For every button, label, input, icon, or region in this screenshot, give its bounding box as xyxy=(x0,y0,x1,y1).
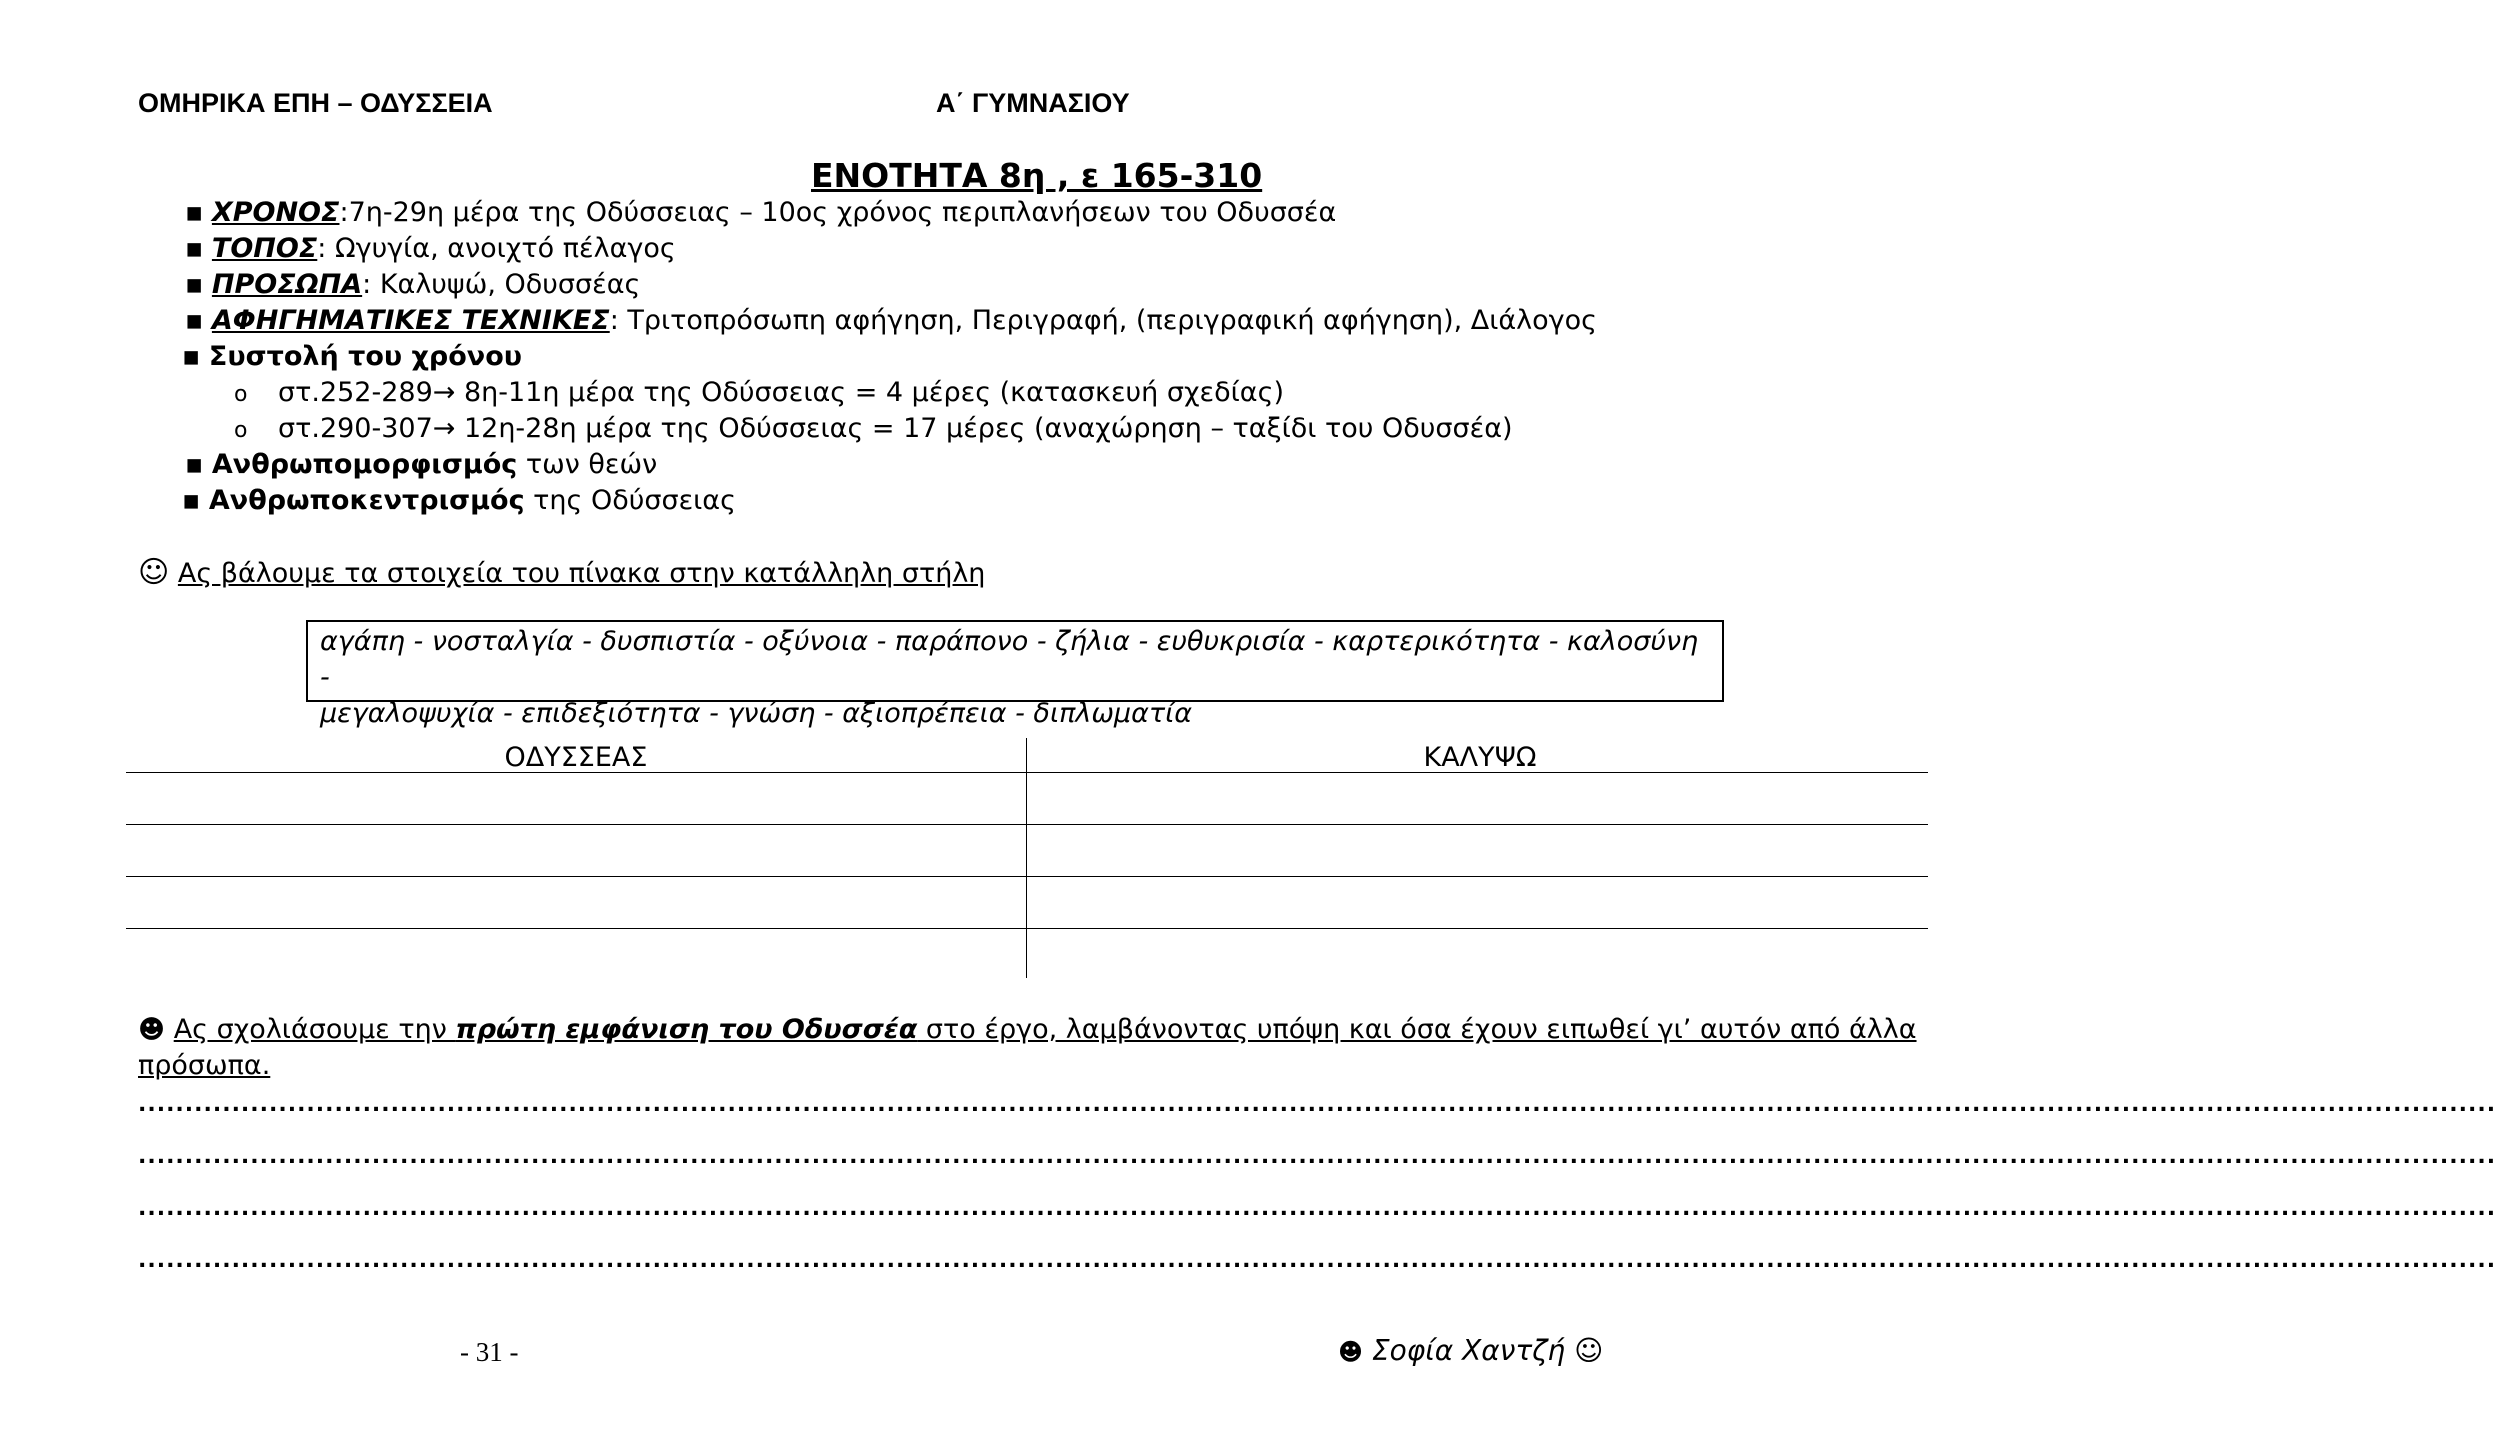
bullet-icon: ▪ xyxy=(185,449,204,480)
bullet-icon: ▪ xyxy=(185,233,204,264)
circle-bullet-icon: o xyxy=(234,382,248,407)
author-name: Σοφία Χαντζή xyxy=(1371,1334,1566,1367)
bullet-icon: ▪ xyxy=(185,269,204,300)
answer-line[interactable]: ............................................................................................................................................................................................................................................................ xyxy=(138,1196,2496,1221)
table-row-line xyxy=(126,772,1928,773)
info-time xyxy=(185,197,1336,228)
word-bank-box xyxy=(306,620,1724,729)
label-techniques: ΑΦΗΓΗΜΑΤΙΚΕΣ ΤΕΧΝΙΚΕΣ xyxy=(211,305,610,336)
value-techniques: : Τριτοπρόσωπη αφήγηση, Περιγραφή, (περιγραφική αφήγηση), Διάλογος xyxy=(609,305,1598,336)
smiley-icon: ☺ xyxy=(1574,1334,1604,1367)
task-sort-instruction xyxy=(138,555,985,590)
task-comment-continuation xyxy=(138,1050,270,1081)
label-time: ΧΡΟΝΟΣ xyxy=(211,197,340,228)
page-number: - 31 - xyxy=(460,1337,519,1367)
anthropomorphism-text: των θεών xyxy=(517,449,658,480)
column-header-odysseus: ΟΔΥΣΣΕΑΣ xyxy=(504,742,648,773)
info-place xyxy=(185,233,676,264)
black-smiley-icon: ☻ xyxy=(1338,1338,1364,1366)
task-sort-text: Ας βάλουμε τα στοιχεία του πίνακα στην κατάλληλη στήλη xyxy=(177,558,986,589)
smiley-icon: ☺ xyxy=(138,555,170,590)
info-persons xyxy=(185,269,640,300)
answer-line[interactable]: ............................................................................................................................................................................................................................................................ xyxy=(138,1092,2496,1117)
value-place: : Ωγυγία, ανοιχτό πέλαγος xyxy=(317,233,676,264)
table-row-line xyxy=(126,876,1928,877)
value-persons: : Καλυψώ, Οδυσσέας xyxy=(362,269,641,300)
task-comment-pre: Ας σχολιάσουμε την xyxy=(173,1014,456,1045)
time-compression-text: στ.252-289→ 8η-11η μέρα της Οδύσσειας = 4 μέρες (κατασκευή σχεδίας) xyxy=(278,377,1284,408)
task-comment-emphasis: πρώτη εμφάνιση του Οδυσσέα xyxy=(455,1014,918,1045)
column-header-calypso: ΚΑΛΥΨΩ xyxy=(1423,742,1537,773)
anthropocentrism-text: της Οδύσσειας xyxy=(524,485,736,516)
time-compression-heading xyxy=(182,341,522,372)
value-time: :7η-29η μέρα της Οδύσσειας – 10ος χρόνος περιπλανήσεων του Οδυσσέα xyxy=(339,197,1337,228)
time-compression-item xyxy=(234,413,1513,444)
footer-author xyxy=(1338,1334,1603,1367)
info-anthropocentrism xyxy=(182,485,736,516)
bullet-icon: ▪ xyxy=(182,485,201,516)
answer-line[interactable]: ............................................................................................................................................................................................................................................................ xyxy=(138,1248,2496,1273)
label-persons: ΠΡΟΣΩΠΑ xyxy=(211,269,363,300)
time-compression-label: Συστολή του χρόνου xyxy=(208,341,522,372)
black-smiley-icon: ☻ xyxy=(138,1015,166,1045)
bullet-icon: ▪ xyxy=(185,197,204,228)
bullet-icon: ▪ xyxy=(185,305,204,336)
answer-line[interactable]: ............................................................................................................................................................................................................................................................ xyxy=(138,1144,2496,1169)
word-bank-line: αγάπη - νοσταλγία - δυσπιστία - οξύνοια - παράπονο - ζήλια - ευθυκρισία - καρτερικότητα - καλοσύνη - xyxy=(320,626,1699,693)
task-comment-instruction xyxy=(138,1014,1917,1045)
task-comment-post: στο έργο, λαμβάνοντας υπόψη και όσα έχουν ειπωθεί γι’ αυτόν από άλλα xyxy=(917,1014,1917,1045)
header-grade: Α΄ ΓΥΜΝΑΣΙΟΥ xyxy=(936,88,1130,118)
label-place: ΤΟΠΟΣ xyxy=(211,233,318,264)
table-row-line xyxy=(126,824,1928,825)
time-compression-text: στ.290-307→ 12η-28η μέρα της Οδύσσειας = 17 μέρες (αναχώρηση – ταξίδι του Οδυσσέα) xyxy=(278,413,1513,444)
info-anthropomorphism xyxy=(185,449,657,480)
header-subject: ΟΜΗΡΙΚΑ ΕΠΗ – ΟΔΥΣΣΕΙΑ xyxy=(138,88,493,118)
word-bank-line: μεγαλοψυχία - επιδεξιότητα - γνώση - αξιοπρέπεια - διπλωματία xyxy=(320,698,1193,729)
page-title: ΕΝΟΤΗΤΑ 8η , ε 165-310 xyxy=(811,156,1263,195)
circle-bullet-icon: o xyxy=(234,418,248,443)
info-narrative-techniques xyxy=(185,305,1597,336)
table-column-divider xyxy=(1026,738,1027,978)
table-row-line xyxy=(126,928,1928,929)
task-comment-line2: πρόσωπα. xyxy=(138,1050,271,1081)
time-compression-item xyxy=(234,377,1284,408)
anthropocentrism-label: Ανθρωποκεντρισμός xyxy=(208,485,525,516)
bullet-icon: ▪ xyxy=(182,341,201,372)
anthropomorphism-label: Ανθρωπομορφισμός xyxy=(211,449,518,480)
